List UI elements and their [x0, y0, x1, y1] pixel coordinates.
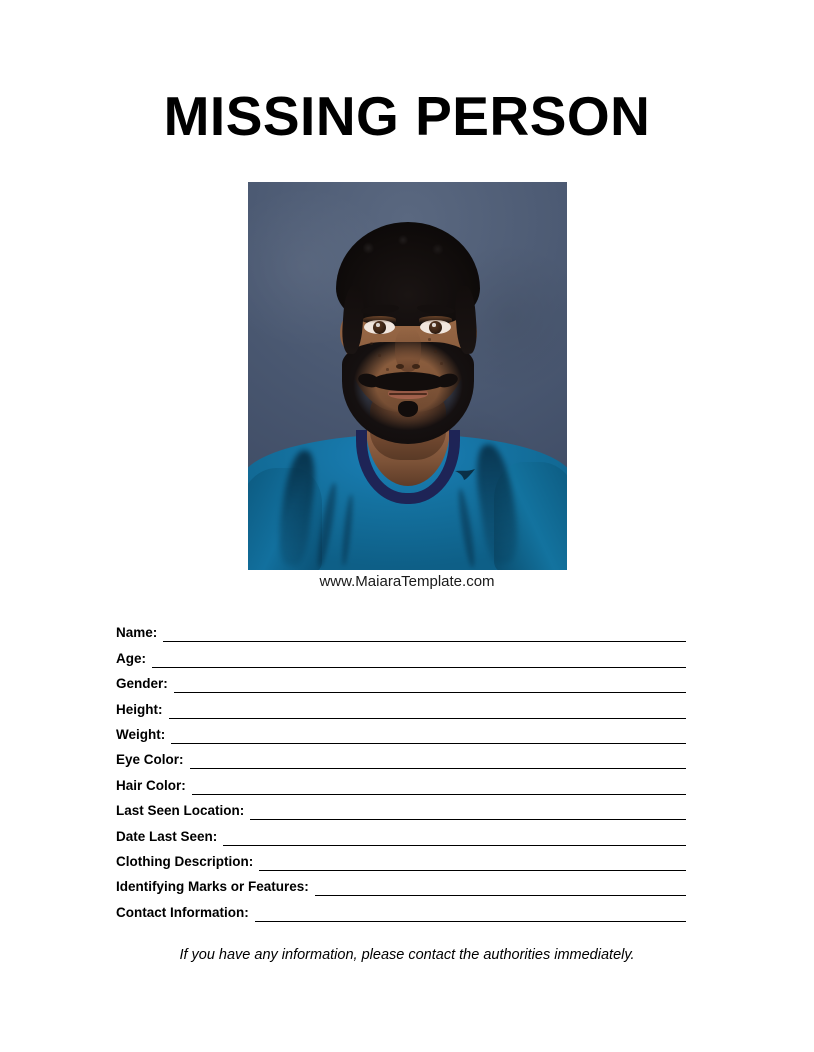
lip-line [389, 393, 427, 395]
field-input-name[interactable] [163, 641, 686, 642]
field-label-age: Age: [116, 650, 146, 666]
field-row [116, 874, 686, 899]
moustache [372, 372, 444, 391]
skin-speck [370, 342, 373, 345]
field-input-date-last-seen[interactable] [223, 845, 686, 846]
soul-patch [398, 401, 418, 417]
field-label-hair-color: Hair Color: [116, 777, 186, 793]
field-label-eye-color: Eye Color: [116, 752, 184, 768]
skin-speck [386, 368, 389, 371]
field-input-contact-information[interactable] [255, 921, 686, 922]
field-label-name: Name: [116, 625, 158, 641]
field-input-last-seen-location[interactable] [250, 819, 686, 820]
eyelid-right [419, 316, 452, 323]
field-row [116, 849, 686, 874]
field-label-clothing-description: Clothing Description: [116, 853, 254, 869]
field-input-identifying-marks[interactable] [315, 895, 686, 896]
field-label-contact-information: Contact Information: [116, 904, 249, 920]
field-row [116, 645, 686, 670]
field-input-clothing-description[interactable] [259, 870, 686, 871]
field-input-age[interactable] [152, 667, 686, 668]
field-row [116, 798, 686, 823]
field-input-weight[interactable] [171, 743, 686, 744]
field-label-last-seen-location: Last Seen Location: [116, 803, 245, 819]
field-row [116, 772, 686, 797]
field-input-eye-color[interactable] [190, 768, 686, 769]
nostril-right [412, 364, 420, 369]
missing-person-photo [248, 182, 567, 570]
page-title: MISSING PERSON [163, 85, 651, 147]
field-input-height[interactable] [169, 718, 687, 719]
field-row [116, 823, 686, 848]
field-input-gender[interactable] [174, 692, 686, 693]
field-label-weight: Weight: [116, 726, 166, 742]
field-row [116, 722, 686, 747]
skin-speck [378, 354, 381, 357]
field-row [116, 671, 686, 696]
skin-speck [428, 338, 431, 341]
person-figure [248, 182, 567, 570]
eyelid-left [363, 316, 396, 323]
field-label-height: Height: [116, 701, 163, 717]
field-label-date-last-seen: Date Last Seen: [116, 828, 218, 844]
field-label-gender: Gender: [116, 676, 168, 692]
skin-speck [434, 350, 437, 353]
information-fields [116, 620, 686, 925]
field-row [116, 620, 686, 645]
field-label-identifying-marks: Identifying Marks or Features: [116, 879, 309, 895]
skin-speck [440, 362, 443, 365]
field-row [116, 696, 686, 721]
field-row [116, 747, 686, 772]
nostril-left [396, 364, 404, 369]
field-input-hair-color[interactable] [192, 794, 686, 795]
field-row [116, 899, 686, 924]
footer-note: If you have any information, please contact the authorities immediately. [179, 947, 635, 963]
photo-caption: www.MaiaraTemplate.com [319, 573, 495, 590]
